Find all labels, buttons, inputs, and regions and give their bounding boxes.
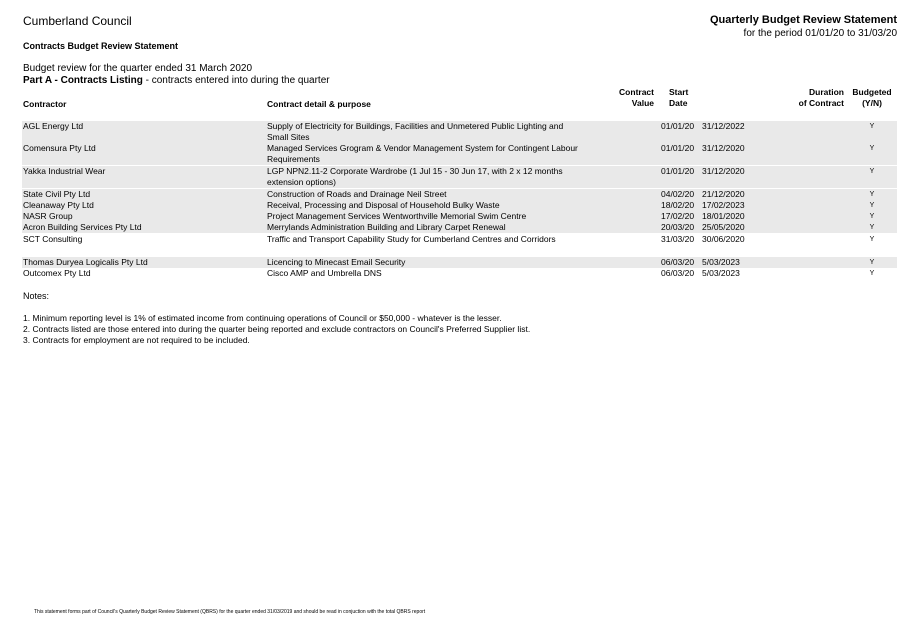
detail-cell: Project Management Services Wentworthville Memorial Swim Centre	[267, 211, 527, 221]
col-header-contractor: Contractor	[23, 99, 67, 109]
budgeted-cell: Y	[869, 202, 875, 209]
col-header-duration	[770, 87, 844, 109]
col-header-duration-line2: of Contract	[798, 98, 844, 108]
end-date-cell: 18/01/2020	[702, 211, 745, 221]
budgeted-cell: Y	[869, 213, 875, 220]
note-item: 2. Contracts listed are those entered into during the quarter being reported and exclude contractors on Council's Preferred Supplier list.	[23, 324, 531, 334]
detail-cell: Licencing to Minecast Email Security	[267, 257, 406, 267]
end-date-cell: 30/06/2020	[702, 234, 745, 244]
col-header-start	[669, 87, 688, 109]
start-date-cell: 06/03/20	[661, 268, 695, 278]
note-item: 1. Minimum reporting level is 1% of estimated income from continuing operations of Council or $50,000 - whatever is the lesser.	[23, 313, 502, 323]
budgeted-cell: Y	[869, 259, 875, 266]
start-date-cell: 04/02/20	[661, 189, 695, 199]
end-date-cell: 17/02/2023	[702, 200, 745, 210]
col-header-detail: Contract detail & purpose	[267, 99, 371, 109]
part-label: Part A - Contracts Listing	[23, 75, 143, 86]
contractor-cell: Comensura Pty Ltd	[23, 143, 96, 153]
start-date-cell: 20/03/20	[661, 222, 695, 232]
detail-cell: LGP NPN2.11-2 Corporate Wardrobe (1 Jul 15 - 30 Jun 17, with 2 x 12 months extension options)	[267, 166, 563, 187]
contractor-cell: AGL Energy Ltd	[23, 121, 84, 131]
col-header-value	[580, 87, 654, 109]
start-date-cell: 17/02/20	[661, 211, 695, 221]
detail-cell: Supply of Electricity for Buildings, Facilities and Unmetered Public Lighting and Small Sites	[267, 121, 564, 142]
start-date-cell: 18/02/20	[661, 200, 695, 210]
budgeted-cell: Y	[869, 168, 875, 175]
col-header-duration-line1: Duration	[809, 87, 844, 97]
budgeted-cell: Y	[869, 236, 875, 243]
table-row	[22, 257, 897, 268]
col-header-value-line2: Value	[631, 98, 654, 108]
budgeted-cell: Y	[869, 123, 875, 130]
statement-subtitle: Contracts Budget Review Statement	[23, 41, 179, 51]
table-row	[22, 121, 897, 143]
detail-cell: Traffic and Transport Capability Study for Cumberland Centres and Corridors	[267, 234, 556, 244]
contractor-cell: NASR Group	[23, 211, 73, 221]
detail-cell: Merrylands Administration Building and Library Carpet Renewal	[267, 222, 506, 232]
table-row	[22, 143, 897, 165]
report-period: for the period 01/01/20 to 31/03/20	[743, 28, 897, 39]
end-date-cell: 5/03/2023	[702, 268, 740, 278]
end-date-cell: 5/03/2023	[702, 257, 740, 267]
contractor-cell: Thomas Duryea Logicalis Pty Ltd	[23, 257, 148, 267]
contractor-cell: State Civil Pty Ltd	[23, 189, 91, 199]
footer-note: This statement forms part of Council's Quarterly Budget Review Statement (QBRS) for the quarter ended 31/03/2019 and should be read in conjuction with the total QBRS report	[34, 609, 426, 615]
budgeted-cell: Y	[869, 145, 875, 152]
end-date-cell: 25/05/2020	[702, 222, 745, 232]
end-date-cell: 31/12/2020	[702, 143, 745, 153]
contractor-cell: Cleanaway Pty Ltd	[23, 200, 94, 210]
report-title: Quarterly Budget Review Statement	[709, 14, 897, 26]
note-item: 3. Contracts for employment are not required to be included.	[23, 335, 250, 345]
end-date-cell: 31/12/2022	[702, 121, 745, 131]
detail-cell: Receival, Processing and Disposal of Household Bulky Waste	[267, 200, 500, 210]
detail-cell: Managed Services Grogram & Vendor Management System for Contingent Labour Requirements	[267, 143, 578, 164]
part-description: - contracts entered into during the quarter	[142, 75, 330, 86]
end-date-cell: 31/12/2020	[702, 166, 745, 176]
col-header-start-line1: Start	[669, 87, 689, 97]
table-row	[22, 166, 897, 188]
start-date-cell: 01/01/20	[661, 121, 695, 131]
detail-cell: Construction of Roads and Drainage Neil Street	[267, 189, 447, 199]
col-header-budgeted-line2: (Y/N)	[862, 98, 882, 108]
col-header-value-line1: Contract	[619, 87, 654, 97]
table-row	[22, 268, 897, 279]
part-heading	[23, 75, 330, 86]
table-row	[22, 200, 897, 211]
table-row	[22, 211, 897, 222]
start-date-cell: 01/01/20	[661, 166, 695, 176]
budgeted-cell: Y	[869, 224, 875, 231]
contractor-cell: SCT Consulting	[23, 234, 83, 244]
table-row	[22, 189, 897, 200]
contractor-cell: Outcomex Pty Ltd	[23, 268, 91, 278]
table-row	[22, 234, 897, 256]
budgeted-cell: Y	[869, 270, 875, 277]
start-date-cell: 31/03/20	[661, 234, 695, 244]
col-header-budgeted-line1: Budgeted	[852, 87, 892, 97]
review-line: Budget review for the quarter ended 31 March 2020	[23, 63, 253, 74]
contractor-cell: Yakka Industrial Wear	[23, 166, 106, 176]
table-row	[22, 222, 897, 233]
end-date-cell: 21/12/2020	[702, 189, 745, 199]
start-date-cell: 06/03/20	[661, 257, 695, 267]
notes-title: Notes:	[23, 291, 50, 301]
contractor-cell: Acron Building Services Pty Ltd	[23, 222, 142, 232]
detail-cell: Cisco AMP and Umbrella DNS	[267, 268, 382, 278]
council-name: Cumberland Council	[23, 14, 132, 28]
col-header-start-line2: Date	[669, 98, 688, 108]
start-date-cell: 01/01/20	[661, 143, 695, 153]
col-header-budgeted	[848, 87, 896, 109]
budgeted-cell: Y	[869, 191, 875, 198]
